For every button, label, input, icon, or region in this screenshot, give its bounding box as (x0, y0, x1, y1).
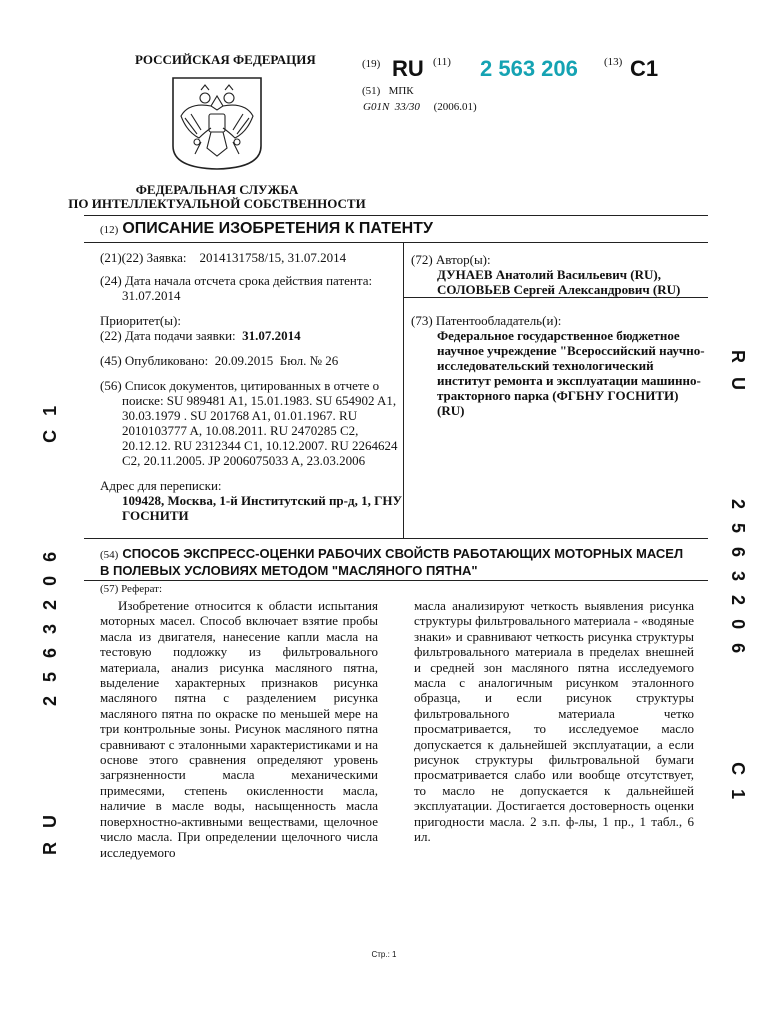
ipc-label: (51) МПК (362, 85, 414, 97)
abstract-left-column: Изобретение относится к области испытания моторных масел. Способ включает взятие пробы масла из двигателя, нанесение капли масла на тестовую подложку из фильтровального материала, анализ рисунка масляного пятна, выделение характерных признаков рисунка масляного пятна с разделением рисунка масляного пятна по окраске по меньшей мере на три контрольные зоны. Рисунок масляного пятна сравнивают с эталонными характеристиками и на основе этого сравнения определяют уровень загрязненности масла механическими примесями, степень окисленности масла, наличие в масле воды, насыщенность масла поверхностно-активными веществами, щелочное число масла. При определении щелочного числа исследуемого (100, 598, 378, 860)
invention-title: (54) СПОСОБ ЭКСПРЕСС-ОЦЕНКИ РАБОЧИХ СВОЙСТВ РАБОТАЮЩИХ МОТОРНЫХ МАСЕЛ В ПОЛЕВЫХ УСЛОВИЯХ МЕТОДОМ "МАСЛЯНОГО ПЯТНА" (100, 546, 684, 578)
country-name: РОССИЙСКАЯ ФЕДЕРАЦИЯ (135, 52, 316, 67)
ipc-class: G01N 33/30 (2006.01) (363, 101, 477, 113)
abstract-label: (57) Реферат: (100, 583, 163, 595)
margin-right-label: RU 2563206 C1 (728, 350, 748, 814)
bibliographic-right: (72) Автор(ы): ДУНАЕВ Анатолий Васильевич (RU), СОЛОВЬЕВ Сергей Александрович (RU) (73) Патентообладатель(и): Федеральное государственное бюджетное научное учреждение "Всероссийский научно- исследовательский технологический институт ремонта и эксплуатации машинно- тракторного парка (ФГБНУ ГОСНИТИ) (RU) (411, 252, 705, 418)
page-number: Стр.: 1 (371, 950, 397, 959)
abstract-right-column: масла анализируют четкость выявления рисунка структуры фильтровального материала - «водяные знаки» и сравнивают четкость рисунка структуры фильтровального материала в пределах внешней и средней зон масляного пятна исследуемого масла с аналогичным рисунком эталонного образца, и если рисунок структуры фильтровального материала четко просматривается, то исследуемое масло допускается к дальнейшей эксплуатации, а если рисунок структуры фильтровальной бумаги просматривается слабо или вообще отсутствует, то масло не допускается к дальнейшей эксплуатации. Достигается достоверность оценки пригодности масла. 2 з.п. ф-лы, 1 пр., 1 табл., 6 ил. (414, 598, 694, 845)
document-type: (12) ОПИСАНИЕ ИЗОБРЕТЕНИЯ К ПАТЕНТУ (100, 220, 433, 237)
coat-of-arms-emblem (171, 76, 263, 171)
agency-name: ФЕДЕРАЛЬНАЯ СЛУЖБА ПО ИНТЕЛЛЕКТУАЛЬНОЙ СОБСТВЕННОСТИ (68, 182, 366, 211)
margin-left-label: RU 2563206 C1 (40, 391, 60, 855)
patent-number: 2 563 206 (480, 56, 578, 81)
bibliographic-left: (21)(22) Заявка: 2014131758/15, 31.07.2014 (24) Дата начала отсчета срока действия патента: 31.07.2014 Приоритет(ы): (22) Дата подачи заявки: 31.07.2014 (45) Опубликовано: 20.09.2015 Бюл. № 26 (56) Список документов, цитированных в отчете о поиске: SU 989481 A1, 15.01.1983. SU 654902 A1, 30.03.1979 . SU 201768 A1, 01.01.1967. RU 2010103777 A, 10.08.2011. RU 2470285 C2, 20.12.12. RU 2312344 C1, 10.12.2007. RU 2264624 C2, 20.11.2005. JP 2006075033 A, 23.03.2006 Адрес для переписки: 109428, Москва, 1-й Институтский пр-д, 1, ГНУ ГОСНИТИ (100, 250, 402, 523)
